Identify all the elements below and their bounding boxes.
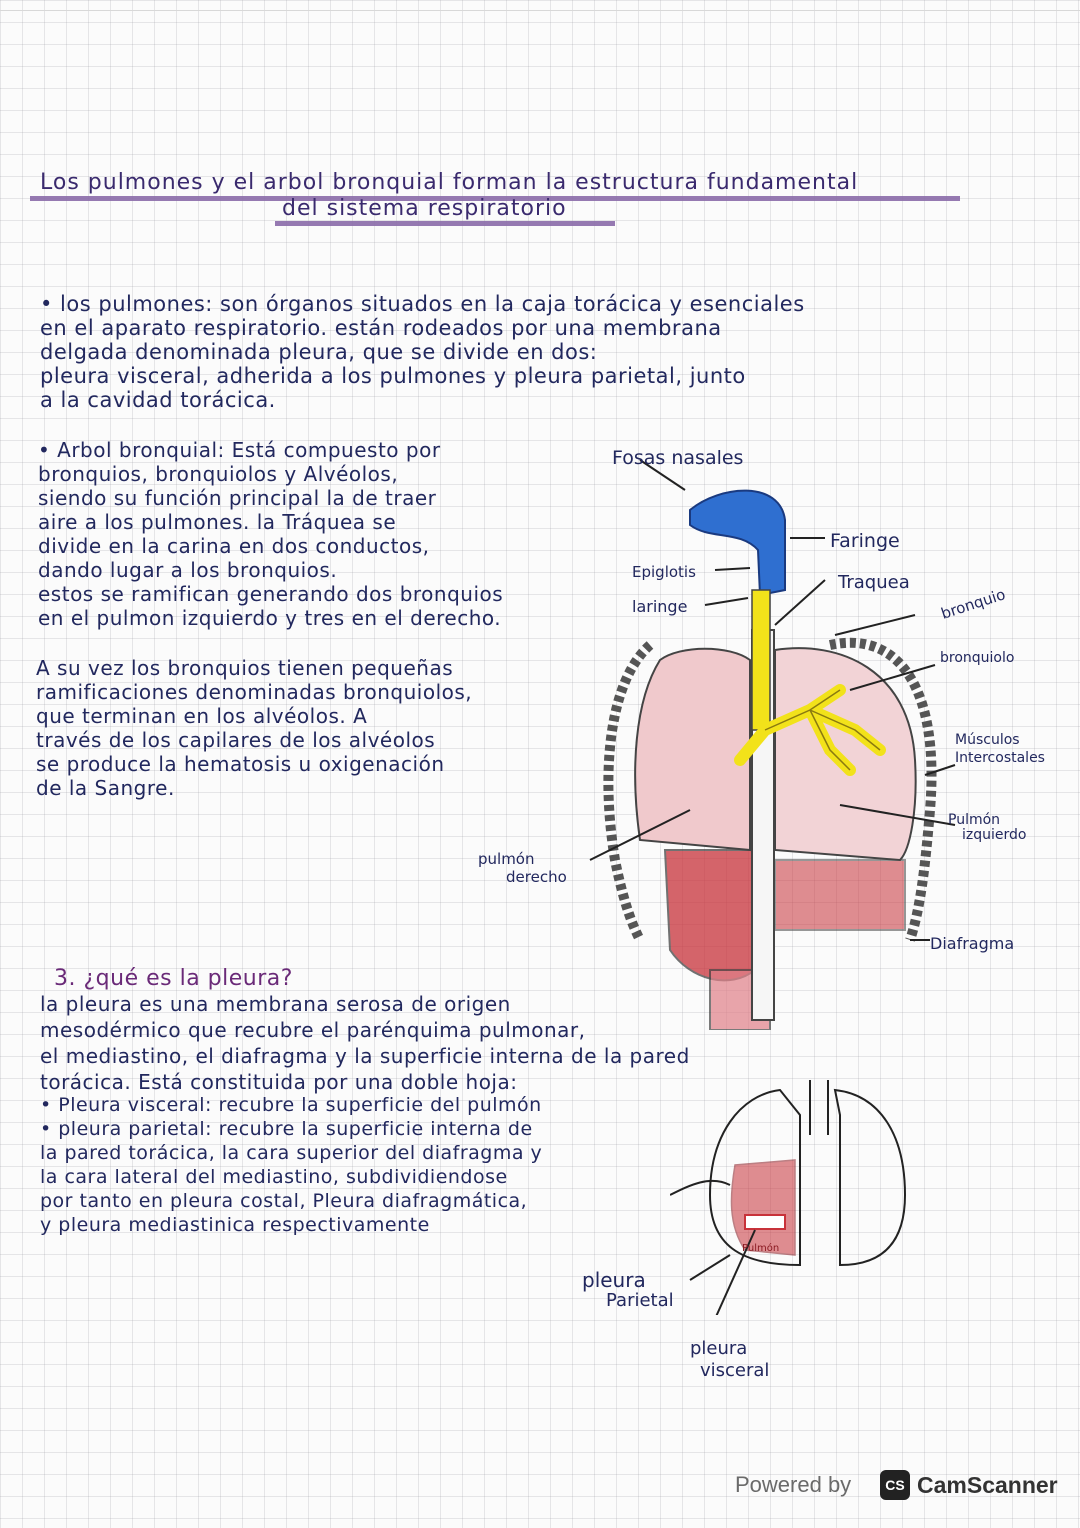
- camscanner-logo-icon: CS: [880, 1470, 910, 1500]
- label-pleura-visceral-2: visceral: [700, 1360, 770, 1381]
- text-line: que terminan en los alvéolos. A: [36, 704, 368, 728]
- intercostal-muscle-shape: [775, 860, 905, 930]
- text-line: través de los capilares de los alvéolos: [36, 728, 436, 752]
- pleura-inset-box: [745, 1215, 785, 1229]
- label-musculos: Músculos: [955, 732, 1020, 748]
- text-line: torácica. Está constituida por una doble hoja:: [40, 1070, 518, 1094]
- leader-pleura-parietal: [690, 1255, 730, 1280]
- label-pulmon-derecho-1: pulmón: [478, 850, 535, 868]
- page-title-line2: del sistema respiratorio: [282, 196, 567, 221]
- text-line: • Arbol bronquial: Está compuesto por: [38, 438, 441, 462]
- title-underline-2: [275, 221, 615, 226]
- right-lung-shape: [635, 649, 750, 850]
- text-line: y pleura mediastinica respectivamente: [40, 1214, 430, 1236]
- camscanner-brand: CamScanner: [917, 1472, 1058, 1498]
- text-line: • Pleura visceral: recubre la superficie del pulmón: [40, 1094, 542, 1116]
- leader-laringe: [705, 598, 748, 605]
- pleura-question: 3. ¿qué es la pleura?: [54, 966, 293, 991]
- pleura-highlight: [731, 1160, 795, 1255]
- text-line: la cara lateral del mediastino, subdividiendose: [40, 1166, 508, 1188]
- text-line: a la cavidad torácica.: [40, 388, 276, 412]
- label-pulmon-derecho-2: derecho: [506, 868, 567, 886]
- label-intercostales: Intercostales: [955, 750, 1045, 766]
- text-line: siendo su función principal la de traer: [38, 486, 437, 510]
- pleura-side-curve: [670, 1181, 730, 1195]
- text-line: aire a los pulmones. la Tráquea se: [38, 510, 397, 534]
- label-bronquio: bronquio: [938, 585, 1008, 623]
- pleura-diagram: [670, 1075, 920, 1315]
- leader-bronquio: [835, 615, 915, 635]
- pleura-trachea: [810, 1080, 828, 1135]
- label-traquea: Traquea: [838, 572, 910, 593]
- text-line: en el pulmon izquierdo y tres en el derecho.: [38, 606, 502, 630]
- text-line: la pleura es una membrana serosa de origen: [40, 992, 511, 1016]
- label-pulmon-izquierdo-2: izquierdo: [962, 827, 1027, 843]
- text-line: en el aparato respiratorio. están rodeados por una membrana: [40, 316, 722, 340]
- text-line: mesodérmico que recubre el parénquima pulmonar,: [40, 1018, 586, 1042]
- label-fosas-nasales: Fosas nasales: [612, 447, 744, 469]
- text-line: A su vez los bronquios tienen pequeñas: [36, 656, 454, 680]
- text-line: el mediastino, el diafragma y la superficie interna de la pared: [40, 1044, 690, 1068]
- page-title-line1: Los pulmones y el arbol bronquial forman la estructura fundamental: [40, 170, 859, 195]
- text-line: pleura visceral, adherida a los pulmones y pleura parietal, junto: [40, 364, 746, 388]
- label-laringe: laringe: [632, 597, 688, 616]
- muscle-shape: [665, 850, 755, 980]
- nasal-cavity: [690, 491, 785, 595]
- text-line: la pared torácica, la cara superior del diafragma y: [40, 1142, 543, 1164]
- label-pleura-parietal-1: pleura: [582, 1268, 646, 1292]
- scan-top-edge: [0, 0, 1080, 11]
- text-line: estos se ramifican generando dos bronquios: [38, 582, 504, 606]
- label-epiglotis: Epiglotis: [632, 563, 696, 581]
- label-pulmon-izquierdo-1: Pulmón: [948, 812, 1001, 828]
- pleura-right-lung-outline: [835, 1090, 905, 1265]
- powered-by-text: Powered by: [735, 1472, 852, 1497]
- label-diafragma: Diafragma: [930, 934, 1015, 953]
- trachea: [752, 590, 770, 730]
- text-line: se produce la hematosis u oxigenación: [36, 752, 445, 776]
- text-line: bronquios, bronquiolos y Alvéolos,: [38, 462, 399, 486]
- label-bronquiolo: bronquiolo: [940, 650, 1015, 666]
- text-line: dando lugar a los bronquios.: [38, 558, 338, 582]
- text-line: de la Sangre.: [36, 776, 175, 800]
- label-faringe: Faringe: [830, 530, 900, 552]
- text-line: • los pulmones: son órganos situados en la caja torácica y esenciales: [40, 292, 805, 316]
- text-line: ramificaciones denominadas bronquiolos,: [36, 680, 473, 704]
- text-line: delgada denominada pleura, que se divide en dos:: [40, 340, 598, 364]
- label-pleura-visceral-1: pleura: [690, 1338, 748, 1359]
- text-line: divide en la carina en dos conductos,: [38, 534, 430, 558]
- text-line: por tanto en pleura costal, Pleura diafragmática,: [40, 1190, 528, 1212]
- text-line: • pleura parietal: recubre la superficie interna de: [40, 1118, 533, 1140]
- label-pulmon-small: Pulmón: [742, 1243, 780, 1254]
- label-pleura-parietal-2: Parietal: [606, 1290, 674, 1311]
- left-lung-shape: [775, 648, 916, 860]
- leader-epiglotis: [715, 568, 750, 570]
